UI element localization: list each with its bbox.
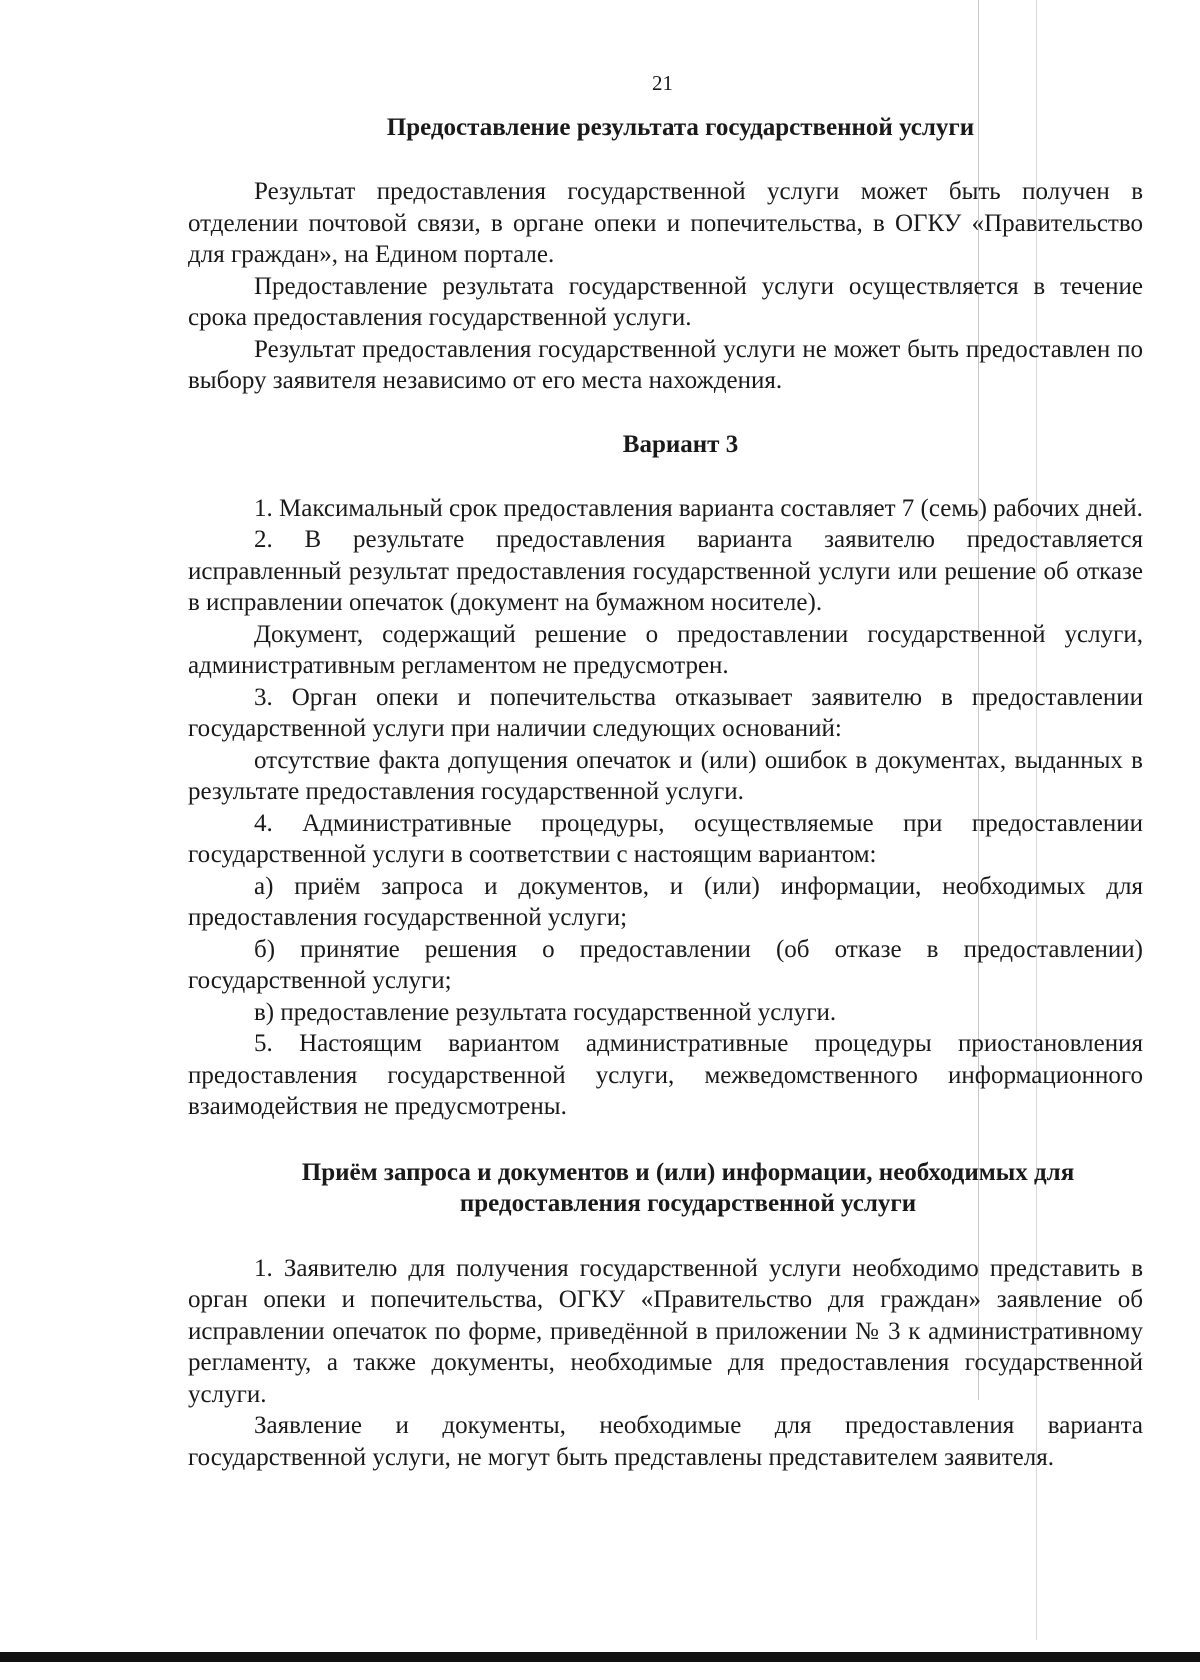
paragraph: а) приём запроса и документов, и (или) информации, необходимых для предоставления государственной услуги; [188, 872, 1143, 931]
paragraph: Заявление и документы, необходимые для предоставления варианта государственной услуги, не могут быть представлены представителем заявителя. [188, 1412, 1143, 1471]
document-body [188, 112, 1143, 1473]
section-heading [233, 1157, 1143, 1219]
paragraph: 1. Заявителю для получения государственной услуги необходимо представить в орган опеки и попечительства, ОГКУ «Правительство для граждан» заявление об исправлении опечаток по форме, приведённой в приложении № 3 к административному регламенту, а также документы, необходимые для предоставления государственной услуги. [188, 1254, 1143, 1408]
paragraph: б) принятие решения о предоставлении (об отказе в предоставлении) государственной услуги; [188, 935, 1143, 994]
scan-bottom-edge [0, 1652, 1200, 1662]
section-body [188, 493, 1143, 1123]
paragraph: Документ, содержащий решение о предоставлении государственной услуги, административным регламентом не предусмотрен. [188, 620, 1143, 679]
paragraph: 5. Настоящим вариантом административные процедуры приостановления предоставления государственной услуги, межведомственного информационного взаимодействия не предусмотрены. [188, 1030, 1143, 1120]
paragraph: отсутствие факта допущения опечаток и (или) ошибок в документах, выданных в результате предоставления государственной услуги. [188, 746, 1143, 805]
section-heading: Предоставление результата государственной услуги [386, 114, 975, 141]
paragraph: Предоставление результата государственной услуги осуществляется в течение срока предоставления государственной услуги. [188, 272, 1143, 331]
paragraph: 2. В результате предоставления варианта заявителю предоставляется исправленный результат предоставления государственной услуги или решение об отказе в исправлении опечаток (документ на бумажном носителе). [188, 526, 1143, 616]
heading-line: предоставления государственной услуги [459, 1189, 917, 1217]
page-number: 21 [652, 71, 673, 95]
paragraph: Результат предоставления государственной услуги может быть получен в отделении почтовой связи, в органе опеки и попечительства, в ОГКУ «Правительство для граждан», на Едином портале. [188, 178, 1143, 268]
paragraph: в) предоставление результата государственной услуги. [254, 998, 837, 1026]
section-body [188, 1253, 1143, 1474]
paragraph: 1. Максимальный срок предоставления варианта составляет 7 (семь) рабочих дней. [254, 494, 1143, 522]
paragraph: 3. Орган опеки и попечительства отказывает заявителю в предоставлении государственной услуги при наличии следующих оснований: [188, 683, 1143, 742]
heading-line: Приём запроса и документов и (или) информации, необходимых для [301, 1158, 1075, 1186]
section-body [188, 176, 1143, 397]
section-heading: Вариант 3 [622, 430, 739, 458]
paragraph: 4. Административные процедуры, осуществляемые при предоставлении государственной услуги в соответствии с настоящим вариантом: [188, 809, 1143, 868]
paragraph: Результат предоставления государственной услуги не может быть предоставлен по выбору заявителя независимо от его места нахождения. [188, 335, 1143, 394]
